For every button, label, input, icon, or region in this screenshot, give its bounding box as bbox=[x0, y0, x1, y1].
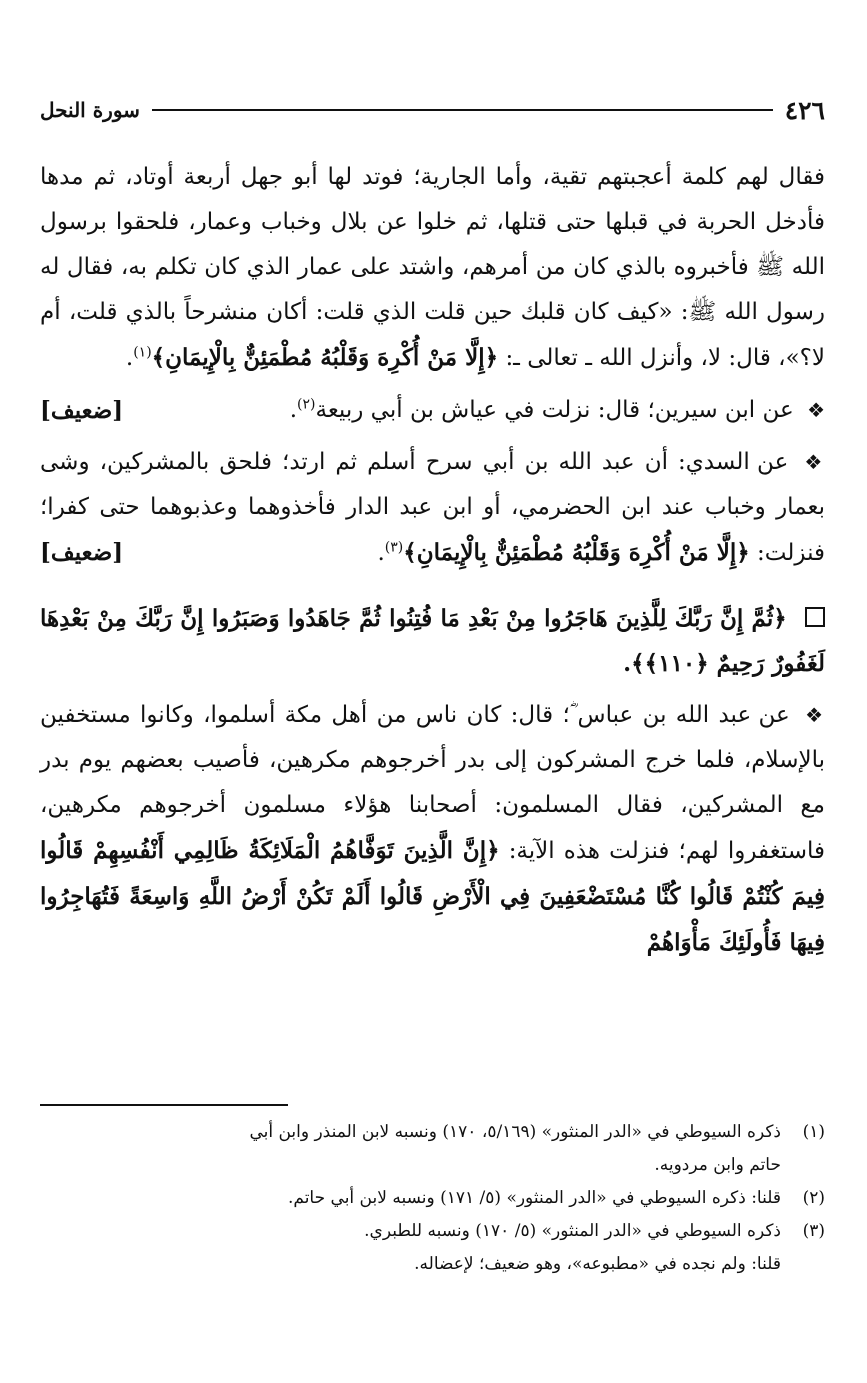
grade-badge-2: [ضعيف] bbox=[40, 539, 124, 566]
footnote-text: قلنا: ذكره السيوطي في «الدر المنثور» (٥/ ١٧١) ونسبه لابن أبي حاتم. bbox=[287, 1188, 781, 1208]
paragraph-2: ❖ عن ابن سيرين؛ قال: نزلت في عياش بن أبي ربيعة$^{(٢)}$. [ضعيف] bbox=[40, 388, 825, 433]
footnote-text: ذكره السيوطي في «الدر المنثور» (٥/١٦٩، ١٧٠) ونسبه لابن المنذر وابن أبي bbox=[249, 1122, 781, 1142]
verse-text: ﴿ثُمَّ إِنَّ رَبَّكَ لِلَّذِينَ هَاجَرُوا مِنْ بَعْدِ مَا فُتِنُوا ثُمَّ جَاهَدُوا وَصَبَرُوا إِنَّ رَبَّكَ مِنْ بَعْدِهَا لَغَفُورٌ رَحِيمٌ ﴿١١٠﴾﴾. bbox=[40, 605, 825, 677]
page-number: ٤٢٦ bbox=[784, 95, 825, 125]
footnote-1-continuation: حاتم وابن مردويه. bbox=[654, 1155, 781, 1175]
footnote-3-continuation: قلنا: ولم نجده في «مطبوعه»، وهو ضعيف؛ لإعضاله. bbox=[414, 1254, 781, 1274]
paragraph-1: فقال لهم كلمة أعجبتهم تقية، وأما الجارية؛ فوتد لها أبو جهل أربعة أوتاد، ثم مدها فأدخل الحربة في قبلها حتى قتلها، ثم خلوا عن بلال وخباب وعمار، فلحقوا برسول الله ﷺ فأخبروه بالذي كان من أمرهم، واشتد على عمار الذي كان تكلم به، فقال له رسول الله ﷺ: «كيف كان قلبك حين قلت الذي قلت: أكان منشرحاً بالذي قلت، أم لا؟»، قال: لا، وأنزل الله ـ تعالى ـ: ﴿إِلَّا مَنْ أُكْرِهَ وَقَلْبُهُ مُطْمَئِنٌّ بِالْإِيمَانِ﴾$^{(١)}$. bbox=[40, 164, 825, 371]
footnote-number: (٣) bbox=[802, 1221, 825, 1241]
square-marker-icon bbox=[805, 607, 825, 627]
bullet-star-icon: ❖ bbox=[804, 450, 826, 474]
footnote-number: (١) bbox=[802, 1122, 825, 1142]
paragraph-3-text: عن السدي: أن عبد الله بن أبي سرح أسلم ثم ارتد؛ فلحق بالمشركين، وشى بعمار وخباب عند ابن الحضرمي، أو ابن عبد الدار فأخذوهما وعذبوهما حتى كفرا؛ فنزلت: bbox=[40, 449, 825, 566]
footnote-ref-3: (٣) bbox=[384, 539, 404, 556]
header-rule bbox=[152, 109, 773, 111]
bullet-star-icon: ❖ bbox=[807, 398, 825, 422]
grade-badge-1: [ضعيف] bbox=[40, 397, 124, 424]
quran-quote-2: ﴿إِلَّا مَنْ أُكْرِهَ وَقَلْبُهُ مُطْمَئِنٌّ بِالْإِيمَانِ﴾ bbox=[403, 539, 750, 566]
verse-block bbox=[40, 596, 825, 686]
bullet-star-icon: ❖ bbox=[805, 703, 826, 727]
footnote-1 bbox=[40, 1116, 825, 1149]
paragraph-4-text: عن عبد الله بن عباس ؓ؛ قال: كان ناس من أهل مكة أسلموا، وكانوا مستخفين بالإسلام، فلما خرج المشركون إلى بدر أخرجوهم مكرهين، فأصيب بعضهم يوم بدر مع المشركين، فقال المسلمون: أصحابنا هؤلاء مسلمون أخرجوهم مكرهين، فاستغفروا لهم؛ فنزلت هذه الآية: bbox=[40, 702, 825, 864]
paragraph-3: ❖ عن السدي: أن عبد الله بن أبي سرح أسلم ثم ارتد؛ فلحق بالمشركين، وشى بعمار وخباب عند ابن الحضرمي، أو ابن عبد الدار فأخذوهما وعذبوهما حتى كفرا؛ فنزلت: ﴿إِلَّا مَنْ أُكْرِهَ وَقَلْبُهُ مُطْمَئِنٌّ بِالْإِيمَانِ﴾$^{(٣)}$. [ضعيف] bbox=[40, 440, 825, 576]
paragraph-4 bbox=[40, 693, 825, 966]
quran-quote-3: ﴿إِنَّ الَّذِينَ تَوَفَّاهُمُ الْمَلَائِكَةُ ظَالِمِي أَنْفُسِهِمْ قَالُوا فِيمَ كُنْتُمْ قَالُوا كُنَّا مُسْتَضْعَفِينَ فِي الْأَرْضِ قَالُوا أَلَمْ تَكُنْ أَرْضُ اللَّهِ وَاسِعَةً فَتُهَاجِرُوا فِيهَا فَأُولَئِكَ مَأْوَاهُمْ bbox=[40, 837, 825, 956]
footnotes bbox=[40, 1116, 825, 1281]
sura-title: سورة النحل bbox=[40, 98, 140, 122]
page-header bbox=[40, 90, 825, 130]
footnote-number: (٢) bbox=[802, 1188, 825, 1208]
paragraph-2-text: عن ابن سيرين؛ قال: نزلت في عياش بن أبي ربيعة bbox=[315, 397, 794, 423]
footnote-ref-1: (١) bbox=[133, 344, 152, 361]
footnote-3 bbox=[40, 1215, 825, 1248]
paragraph-1-text: فقال لهم كلمة أعجبتهم تقية، وأما الجارية؛ فوتد لها أبو جهل أربعة أوتاد، ثم مدها فأدخل الحربة في قبلها حتى قتلها، ثم خلوا عن بلال وخباب وعمار، فلحقوا برسول الله ﷺ فأخبروه بالذي كان من أمرهم، واشتد على عمار الذي كان تكلم به، فقال له رسول الله ﷺ: «كيف كان قلبك حين قلت الذي قلت: أكان منشرحاً بالذي قلت، أم لا؟»، قال: لا، وأنزل الله ـ تعالى ـ: bbox=[40, 164, 825, 371]
footnote-text: ذكره السيوطي في «الدر المنثور» (٥/ ١٧٠) ونسبه للطبري. bbox=[364, 1221, 781, 1241]
footnote-2 bbox=[40, 1182, 825, 1215]
footnote-ref-2: (٢) bbox=[297, 396, 316, 413]
main-text bbox=[40, 155, 825, 973]
footnote-separator bbox=[40, 1104, 288, 1106]
quran-quote-1: ﴿إِلَّا مَنْ أُكْرِهَ وَقَلْبُهُ مُطْمَئِنٌّ بِالْإِيمَانِ﴾ bbox=[151, 344, 499, 371]
